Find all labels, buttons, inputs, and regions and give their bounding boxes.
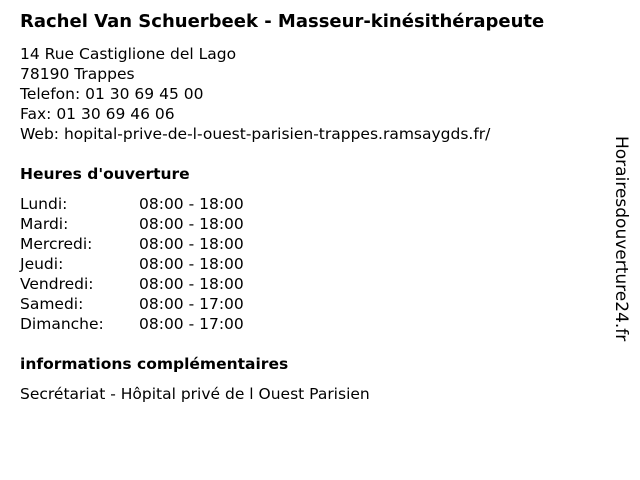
fax-number: Fax: 01 30 69 46 06 [20, 105, 175, 123]
time-range: 08:00 - 18:00 [139, 195, 244, 213]
time-range: 08:00 - 18:00 [139, 275, 244, 293]
contact-block [20, 44, 490, 144]
info-text: Secrétariat - Hôpital privé de l Ouest Parisien [20, 385, 370, 403]
hours-heading: Heures d'ouverture [20, 165, 190, 183]
website-link[interactable]: Web: hopital-prive-de-l-ouest-parisien-trappes.ramsaygds.fr/ [20, 125, 491, 143]
time-range: 08:00 - 17:00 [139, 315, 244, 333]
hours-row-dimanche [20, 314, 280, 334]
day-label: Lundi: [20, 195, 68, 213]
site-watermark [610, 136, 632, 368]
hours-row-mardi [20, 214, 280, 234]
day-label: Jeudi: [20, 255, 64, 273]
day-label: Dimanche: [20, 315, 104, 333]
phone-number: Telefon: 01 30 69 45 00 [20, 85, 204, 103]
time-range: 08:00 - 18:00 [139, 255, 244, 273]
hours-row-jeudi [20, 254, 280, 274]
page-title: Rachel Van Schuerbeek - Masseur-kinésithérapeute [20, 11, 545, 32]
day-label: Vendredi: [20, 275, 94, 293]
time-range: 08:00 - 18:00 [139, 235, 244, 253]
watermark-text: Horairesdouverture24.fr [611, 136, 631, 342]
day-label: Mercredi: [20, 235, 93, 253]
hours-row-lundi [20, 194, 280, 214]
time-range: 08:00 - 17:00 [139, 295, 244, 313]
day-label: Mardi: [20, 215, 69, 233]
hours-row-mercredi [20, 234, 280, 254]
hours-row-vendredi [20, 274, 280, 294]
hours-row-samedi [20, 294, 280, 314]
day-label: Samedi: [20, 295, 84, 313]
street-address: 14 Rue Castiglione del Lago [20, 45, 237, 63]
city-address: 78190 Trappes [20, 65, 135, 83]
time-range: 08:00 - 18:00 [139, 215, 244, 233]
info-heading: informations complémentaires [20, 355, 289, 373]
hours-table [20, 194, 280, 334]
